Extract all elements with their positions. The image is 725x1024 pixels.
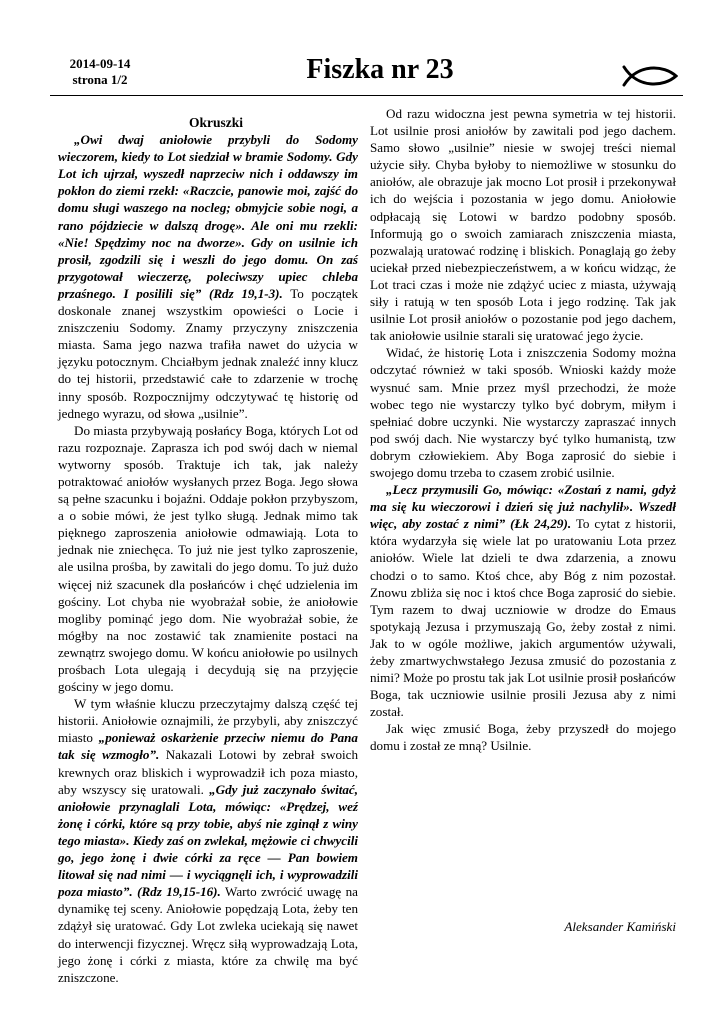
scripture-quote: „Owi dwaj aniołowie przybyli do Sodomy wieczorem, kiedy to Lot siedział w bramie Sodomy. Gdy Lot ich ujrzał, wyszedł naprzeciw nich i oddawszy im pokłon do ziemi rzekł: «Raczcie, panowie moi, zajść do domu sługi waszego na nocleg; obmyjcie sobie nogi, a rano pójdziecie w dalszą drogę». Ale oni mu rzekli: «Nie! Spędzimy noc na dworze». Gdy on usilnie ich prosił, zgodzili się i weszli do jego domu. On zaś przygotował wieczerzę, poleciwszy upiec chleba przaśnego. I posilili się” (Rdz 19,1-3). — [58, 132, 358, 301]
header-divider — [50, 95, 683, 96]
paragraph-4: Od razu widoczna jest pewna symetria w tej historii. Lot usilnie prosi aniołów by zawitali pod jego dachem. Samo słowo „usilnie” niesie w swojej treści niemal użycie siły. Chyba byłoby to niemożliwe w stosunku do aniołów, ale obrazuje jak mocno Lot prosił i przekonywał ich do wejścia i pozostania w jego domu. Aniołowie odpłacają się Lotowi w bardzo podobny sposób. Informują go o swoich zamiarach zniszczenia miasta, pozwalają uratować rodzinę i bliskich. Ponaglają go żeby uciekał przed niebezpieczeństwem, a w końcu widząc, że Lot traci czas i może nie zdążyć uciec z miasta, używają siły i ratują w ten sposób Lota i jego rodzinę. Tak jak usilnie Lot prosił aniołów o pozostanie pod jego dachem, tak aniołowie usilnie starali się uratować jego życie. — [370, 106, 676, 344]
paragraph-text: To początek doskonale znanej wszystkim opowieści o Locie i zniszczeniu Sodomy. Znamy przyczyny zniszczenia miasta. Sama jego nazwa trafiła nawet do użycia w języku potocznym. Chciałbym jednak znaleźć inny klucz do tej historii, przedstawić całe to zdarzenie w trochę inny sposób. Rozpocznijmy odczytywać tę historię od jednego wyrazu, od słowa „usilnie”. — [58, 285, 358, 421]
author-signature: Aleksander Kamiński — [564, 919, 676, 934]
scripture-quote: „Gdy już zaczynało świtać, aniołowie przynaglali Lota, mówiąc: «Prędzej, weź żonę i córki, które są przy tobie, abyś nie zginął z winy tego miasta». Kiedy zaś on zwlekał, mężowie ci chwycili go, jego żonę i dwie córki za ręce — Pan bowiem litował się nad nimi — i wyciągnęli ich, i wyprowadzili poza miasto”. (Rdz 19,15-16). — [58, 781, 358, 900]
paragraph-2: Do miasta przybywają posłańcy Boga, których Lot od razu rozpoznaje. Zaprasza ich pod swój dach w niemal wytworny sposób. Traktuje ich tak, jak należy potraktować aniołów wysłanych przez Boga. Jego słowa są pełne szacunku i bojaźni. Oddaje pokłon przybyszom, a o sobie mówi, że jest tylko sługą. Jednak mimo tak pięknego zaproszenia aniołowie odmawiają. Lota to jednak nie zniechęca. To już nie jest tylko zaproszenie, ale usilna prośba, by zawitali do jego domu. To już dużo więcej niż szacunek dla posłańców i chęć udzielenia im gościny. Lot chyba nie wyobrażał sobie, że aniołowie mogliby pominąć jego dom. Nie wyobrażał sobie, że mógłby na noc zostawić tak znamienite postaci na zewnątrz swojego domu. W końcu aniołowie po usilnych prośbach Lota ulegają i decydują się na przyjęcie gościny w jego domu. — [58, 422, 358, 695]
article-column-left — [58, 114, 358, 986]
scripture-quote: „Lecz przymusili Go, mówiąc: «Zostań z nami, gdyż ma się ku wieczorowi i dzień się już nachylił». Wszedł więc, aby zostać z nimi” (Łk 24,29). — [370, 482, 676, 532]
page-header — [50, 52, 683, 98]
paragraph-text: To cytat z historii, która wydarzyła się wiele lat po uratowaniu Lota przez aniołów. Wiele lat dzieli te dwa zdarzenia, a znowu chodzi o to samo. Ktoś chce, aby Bóg z nim pozostał. Znowu zbliża się noc i ktoś chce Boga zaprosić do siebie. Tym razem to dwaj uczniowie w drodze do Emaus spotykają Jezusa i przymuszają Go, żeby został z nimi. Jak to w ogóle możliwe, jakich argumentów używali, żeby zmartwychwstałego Jezusa zmusić do pozostania z nimi? Może po prostu tak jak Lot usilnie prosił posłańców Boga, tak uczniowie usilnie prosili Jezusa aby z nimi został. — [370, 516, 677, 720]
paragraph-5: Widać, że historię Lota i zniszczenia Sodomy można odczytać również w taki sposób. Wnioski każdy może wysnuć sam. Mnie przez myśl przechodzi, że może wobec tego nie wystarczy tylko być dobrym, miłym i spełniać dobre uczynki. Nie wystarczy zapraszać innych pod swój dach. Nie wystarczy być tylko humanistą, tzw dobrym człowiekiem. Aby Boga zaprosić do siebie i swojego domu trzeba to czasem zrobić usilnie. — [370, 345, 676, 480]
paragraph-6 — [370, 481, 676, 720]
paragraph-7: Jak więc zmusić Boga, żeby przyszedł do mojego domu i został ze mną? Usilnie. — [370, 721, 676, 754]
page-title: Fiszka nr 23 — [306, 54, 454, 85]
paragraph-text: W tym właśnie kluczu przeczytajmy dalszą część tej historii. Aniołowie oznajmili, że przybyli, aby zniszczyć miasto — [58, 696, 358, 746]
article-heading: Okruszki — [188, 115, 243, 130]
header-meta — [50, 56, 150, 88]
ichthys-fish-icon — [622, 63, 678, 89]
paragraph-3 — [58, 695, 358, 986]
paragraph-text: Warto zwrócić uwagę na dynamikę tej sceny. Aniołowie popędzają Lota, żeby ten zdążył się uratować. Gdy Lot zwleka uciekają się nawet do interwencji fizycznej. Wręcz siłą wyprowadzają Lota, jego żonę i córki z miasta, które za chwilę ma być zniszczone. — [58, 884, 358, 985]
paragraph-text: Nakazali Lotowi by zebrał swoich krewnych oraz bliskich i wyprowadził ich poza miasto, aby wszyscy się uratowali. — [58, 747, 359, 797]
paragraph-1 — [58, 131, 358, 422]
scripture-quote: „ponieważ oskarżenie przeciw niemu do Pana tak się wzmogło”. — [58, 730, 358, 763]
page-number: strona 1/2 — [72, 72, 128, 87]
issue-date: 2014-09-14 — [69, 56, 131, 71]
article-column-right — [370, 105, 676, 755]
